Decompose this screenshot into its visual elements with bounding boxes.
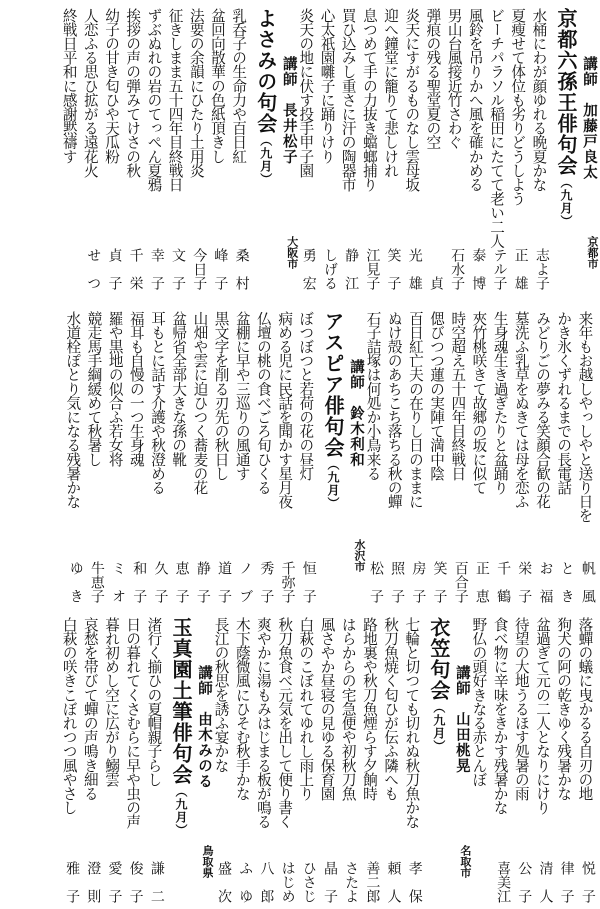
poem-entry [384, 311, 405, 603]
poem-author: せ つ [85, 248, 102, 290]
poem-text: 福耳も自慢の一つ生身魂 [127, 311, 145, 467]
section-month: （九月） [325, 458, 340, 510]
poem-text: 路地裏や秋刀魚煙らす夕餉時 [360, 617, 378, 801]
poem-entry [359, 8, 380, 290]
poem-author: 貞 [427, 276, 444, 290]
poem-text: 男山台風接近竹さわぐ [445, 8, 463, 149]
poem-author: 頼 人 [385, 861, 402, 903]
poem-author: 静 江 [343, 248, 360, 290]
poem-author: 照 子 [389, 561, 406, 603]
poem-entry [402, 617, 423, 903]
tier-3 [4, 617, 596, 903]
poem-text: 山畑や雲に迫ひつく蕎麦の花 [191, 311, 209, 495]
poem-entry [532, 311, 553, 603]
poem-author: 貞 子 [106, 248, 123, 290]
poem-entry [427, 311, 448, 603]
poem-author: 盛 次 [216, 861, 232, 903]
poem-entry [296, 617, 317, 903]
tier-columns [4, 311, 596, 603]
poem-entry [147, 311, 168, 603]
poem-author: 澄 則 [85, 861, 102, 903]
poem-author: 恒 子 [300, 561, 317, 603]
poem-text: 秋刀魚食べ元気を出して便り書く [276, 617, 294, 829]
poem-text: 病める児に民話を聞かす星月夜 [276, 311, 294, 509]
poem-entry [575, 311, 596, 603]
poem-text: 偲びつつ蓮の実陣て満中陰 [428, 311, 446, 481]
poem-text: 時空超え五十四年目終戦日 [449, 311, 467, 481]
section-lecturer: 講師 山田桃晃 [453, 665, 471, 774]
poem-author: さたよ [343, 861, 360, 903]
section-title-text: 玉真園土筆俳句会 [169, 617, 193, 785]
poem-entry [169, 311, 190, 603]
poem-author: 幸 子 [148, 248, 165, 290]
poem-entry [144, 617, 165, 903]
poem-author: 牛恵子 [88, 561, 105, 603]
poem-author: 百合子 [452, 561, 469, 603]
poem-author: 光 雄 [406, 248, 423, 290]
poem-entry [80, 8, 101, 290]
poem-entry [490, 617, 511, 903]
poem-entry [211, 617, 232, 903]
poem-entry [253, 617, 274, 903]
poem-entry [423, 8, 444, 290]
poem-entry [211, 311, 232, 603]
poem-author: 峰 子 [212, 248, 229, 290]
poem-entry [575, 617, 596, 903]
poem-text: 羅や黒地の似合ふ若女将 [106, 311, 124, 467]
poem-text: 待望の大地うるほす処暑の雨 [512, 617, 530, 801]
poem-text: 法要の余韻にひたり土用炎 [187, 8, 205, 178]
poem-text: みどりごの夢みる笑顔合歓の花 [534, 311, 552, 509]
poem-text: ぼつぼつと若荷の花の昼灯 [297, 311, 315, 481]
poem-text: 盆回向散華の色紙頂きし [208, 8, 226, 164]
poem-author: 房 子 [410, 561, 427, 603]
poem-author: 公 子 [516, 861, 533, 903]
poem-author: はじめ [279, 861, 296, 903]
poem-author: 勇 宏 [300, 248, 317, 290]
poem-author: 雅 子 [64, 861, 81, 903]
section-title [253, 8, 278, 186]
poem-entry [469, 617, 490, 903]
section-lecturer: 講師 加藤戸良太 [581, 56, 598, 180]
poem-entry [511, 311, 532, 603]
poem-text: 爽やかに湯もみはじまる板が鳴る [254, 617, 272, 829]
poem-text: 哀愁を帯びて蟬の声鳴き細る [81, 617, 99, 801]
poem-entry [232, 311, 253, 603]
poem-author: 和 子 [131, 561, 148, 603]
section-city: 名取市 [458, 845, 472, 878]
poem-text: ずぶぬれの岩のてっぺん夏鴉 [145, 8, 163, 192]
poem-author: 久 子 [152, 561, 169, 603]
poem-text: 人恋ふる思ひ拡がる遠花火 [81, 8, 99, 178]
poem-text: 終戦日平和に感謝黙禱す [60, 8, 78, 164]
poem-author: と き [558, 561, 575, 603]
section-title [171, 617, 191, 837]
poem-author: 文 子 [170, 248, 186, 290]
poem-text: ぬけ殻のあちこち落ちる秋の蟬 [385, 311, 403, 509]
poem-author: 善二郎 [364, 861, 381, 903]
poem-entry [359, 617, 380, 903]
tier-2 [4, 311, 596, 603]
section-title-text: 衣笠句会 [426, 617, 451, 701]
poem-text: 夏瘦せて体位も劣りどうしよう [509, 8, 527, 206]
poem-text: 白萩の咲きこぼれつつ風やさし [60, 617, 78, 815]
poem-entry [59, 617, 80, 903]
poem-entry [554, 311, 575, 603]
section-header [423, 617, 472, 903]
poem-entry [84, 311, 105, 603]
poem-author: 千 栄 [127, 248, 144, 290]
poem-entry [123, 617, 144, 903]
poem-entry [144, 8, 165, 290]
poem-text: 白萩のこぼれてゆれし雨上り [297, 617, 315, 801]
poem-text: 来年もお越しやっしやと送り日を [576, 311, 594, 523]
poem-entry [490, 311, 511, 603]
poem-text: 耳もとに話す介護や秋澄める [149, 311, 167, 495]
poem-text: 挨拶の声の弾みてけさの秋 [124, 8, 142, 178]
section-month: （九月） [258, 134, 273, 186]
poem-author: 道 子 [216, 561, 232, 603]
poem-text: ビーチパラソル稲田にたてて老い二人 [488, 8, 506, 248]
poem-text: 暮れ初めし空に広がり鰯雲 [103, 617, 121, 787]
poem-text: 征きしまま五十四年目終戦日 [166, 8, 184, 192]
poem-author: 秀 子 [258, 561, 275, 603]
poem-text: 炎天にすがるものなし雲母坂 [403, 8, 421, 192]
poem-author: しげる [321, 248, 338, 290]
poem-entry [405, 311, 426, 603]
poem-author: ひさじ [300, 861, 317, 903]
poem-entry [123, 8, 144, 290]
section-header [317, 311, 366, 603]
poem-entry [101, 617, 122, 903]
poem-author: ゆ き [67, 561, 84, 603]
poem-author: テル子 [491, 248, 508, 290]
section-city: 大阪市 [285, 236, 299, 269]
poem-text: 仏壇の桃の食べごろ旬ひくる [254, 311, 272, 495]
poem-author: 律 子 [558, 861, 575, 903]
poem-author: 静 子 [194, 561, 211, 603]
section-title-text: 京都六孫王俳句会 [554, 8, 578, 176]
section-month: （九月） [174, 785, 188, 837]
poem-text: 黒文字を削る刃先の秋日し [212, 311, 230, 481]
poem-text: はらからの宅急便や初秋刀魚 [339, 617, 357, 801]
poem-author: 笑 子 [431, 561, 448, 603]
poem-author: 千 鶴 [495, 561, 512, 603]
poem-author: 恵 子 [173, 561, 190, 603]
poem-text: 狗犬の阿の乾きゆく残暑かな [555, 617, 573, 801]
poem-entry [80, 617, 101, 903]
poem-text: 石子詰塚は何処か小鳥来る [364, 311, 382, 481]
poem-text: 乳呑子の生命力や百日紅 [230, 8, 248, 164]
poem-text: 食べ物に辛味をきかす残暑かな [491, 617, 509, 815]
poem-entry [381, 8, 402, 290]
poem-text: 風鈴を吊りかへ風を確かめる [466, 8, 484, 192]
poem-entry [186, 8, 207, 290]
poem-entry [101, 8, 122, 290]
poem-text: 水道栓ぽとり気になる残暑かな [64, 311, 82, 509]
poem-text: 長江の秋思を誘ふ宴かな [212, 617, 230, 773]
poem-text: 七輪と切つても切れぬ秋刀魚かな [403, 617, 421, 829]
poem-author: 八 郎 [258, 861, 275, 903]
poem-author: 謙 二 [148, 861, 165, 903]
poem-text: 迎へ鐘堂に籠りて悲しけれ [382, 8, 400, 178]
poem-text: 競走馬手綱緩めて秋暑し [85, 311, 103, 467]
poem-entry [165, 8, 186, 290]
section-title [426, 617, 451, 753]
poem-entry [532, 617, 553, 903]
poem-text: 墓洗ふ乳草をぬきては母を恋ふ [512, 311, 530, 509]
poem-entry [402, 8, 423, 290]
poem-entry [486, 8, 507, 290]
section-header [550, 8, 599, 290]
poem-author: 正 恵 [473, 561, 490, 603]
section-month: （九月） [559, 176, 573, 228]
poem-author: 孝 保 [406, 861, 423, 903]
poem-text: 夾竹桃咲きて故郷の坂に似て [470, 311, 488, 495]
section-header [165, 617, 214, 903]
poem-entry [381, 617, 402, 903]
poem-author: 悦 子 [579, 861, 596, 903]
poem-entry [465, 8, 486, 290]
poem-entry [232, 617, 253, 903]
poem-author: 石水子 [449, 248, 466, 290]
poem-entry [317, 617, 338, 903]
poem-text: 盆過ぎて元の二人となりにけり [534, 617, 552, 815]
poem-author: 江見子 [364, 248, 381, 290]
poem-text: 渚行く揃ひの夏帽親子らし [145, 617, 163, 787]
section-header [250, 8, 299, 290]
poem-text: 野仏の頭好きなる赤とんぼ [470, 617, 488, 787]
poem-author: 松 子 [367, 561, 384, 603]
section-city: 鳥取県 [201, 845, 214, 878]
poem-author: 帆 風 [579, 561, 596, 603]
poem-author: 愛 子 [106, 861, 123, 903]
poem-author: 千弥子 [279, 561, 296, 603]
poem-author: 泰 博 [470, 248, 487, 290]
tier-columns [4, 8, 599, 290]
poem-entry [207, 8, 228, 290]
poem-entry [338, 617, 359, 903]
tier-columns [4, 617, 596, 903]
poem-text: 日の暮れてくさむらに早や虫の声 [124, 617, 142, 829]
section-lecturer: 講師 長井松子 [280, 56, 298, 165]
section-city: 京都市 [586, 236, 599, 269]
poem-text: 水桶にわが顔ゆれる晩夏かな [530, 8, 548, 192]
poem-text: 息つめて手の力抜き蟷螂捕り [360, 8, 378, 192]
poem-entry [511, 617, 532, 903]
poem-text: 秋刀魚焼く匂ひが伝ふ隣へも [382, 617, 400, 801]
poem-entry [190, 311, 211, 603]
poem-author: 俊 子 [127, 861, 144, 903]
poem-author: 笑 子 [385, 248, 402, 290]
poem-entry [296, 8, 317, 290]
poem-entry [105, 311, 126, 603]
section-month: （九月） [431, 701, 446, 753]
poem-text: 盆棚に早や三巡りの風通す [233, 311, 251, 481]
poem-entry [554, 617, 575, 903]
poem-author: 栄 子 [516, 561, 533, 603]
poem-author: 志よ子 [533, 248, 550, 290]
poem-entry [363, 311, 384, 603]
poem-entry [296, 311, 317, 603]
poem-entry [317, 8, 338, 290]
poem-entry [59, 8, 80, 290]
poem-text: 弾痕の残る聖堂夏の空 [424, 8, 442, 149]
poem-text: 木下蔭微風にひそむ秋手かな [233, 617, 251, 801]
poem-entry [253, 311, 274, 603]
poem-entry [229, 8, 250, 290]
poem-entry [508, 8, 529, 290]
poem-author: 喜美江 [495, 861, 512, 903]
poem-text: かき氷くずれるまでの長電話 [555, 311, 573, 495]
poem-entry [444, 8, 465, 290]
poem-author: 清 人 [537, 861, 554, 903]
poem-text: 生身魂生き過ぎたりと盆踊り [491, 311, 509, 495]
poem-entry [126, 311, 147, 603]
poem-entry [448, 311, 469, 603]
poem-text: 買ひ込みし重さに汗の陶器市 [339, 8, 357, 192]
poem-entry [275, 617, 296, 903]
section-title [320, 311, 345, 510]
poem-text: 幼子の甘き匂ひや天瓜粉 [103, 8, 121, 164]
poem-entry [529, 8, 550, 290]
poem-author: 正 雄 [512, 248, 529, 290]
poem-entry [63, 311, 84, 603]
section-title [556, 8, 576, 228]
tier-1 [4, 8, 599, 290]
poem-text: 心太祇園囃子に踊りけり [318, 8, 336, 164]
poem-entry [338, 8, 359, 290]
section-lecturer: 講師 鈴木利和 [347, 359, 365, 468]
section-city: 水沢市 [352, 539, 366, 572]
poem-text: 百日紅亡夫の在りし日のままに [406, 311, 424, 509]
poem-author: 桑 村 [233, 248, 250, 290]
poem-text: 落蟬の蟻に曳かるる自刃の地 [576, 617, 594, 801]
poem-author: 今日子 [191, 248, 208, 290]
poem-author: お 福 [537, 561, 554, 603]
section-title-text: アスピア俳句会 [320, 311, 345, 458]
poem-text: 炎天の地に伏す投手甲子園 [297, 8, 315, 178]
poem-text: 風さやか昼寝の見ゆる保育園 [318, 617, 336, 801]
poem-author: ミ オ [110, 561, 127, 603]
section-lecturer: 講師 由木みのる [196, 665, 213, 789]
poem-author: ノ ブ [237, 561, 254, 603]
poem-author: ふ ゆ [237, 861, 254, 903]
poem-entry [275, 311, 296, 603]
section-title-text: よさみの句会 [253, 8, 278, 134]
poem-entry [469, 311, 490, 603]
poem-author: 晶 子 [321, 861, 338, 903]
poem-text: 盆帰省全部大きな孫の靴 [170, 311, 188, 467]
